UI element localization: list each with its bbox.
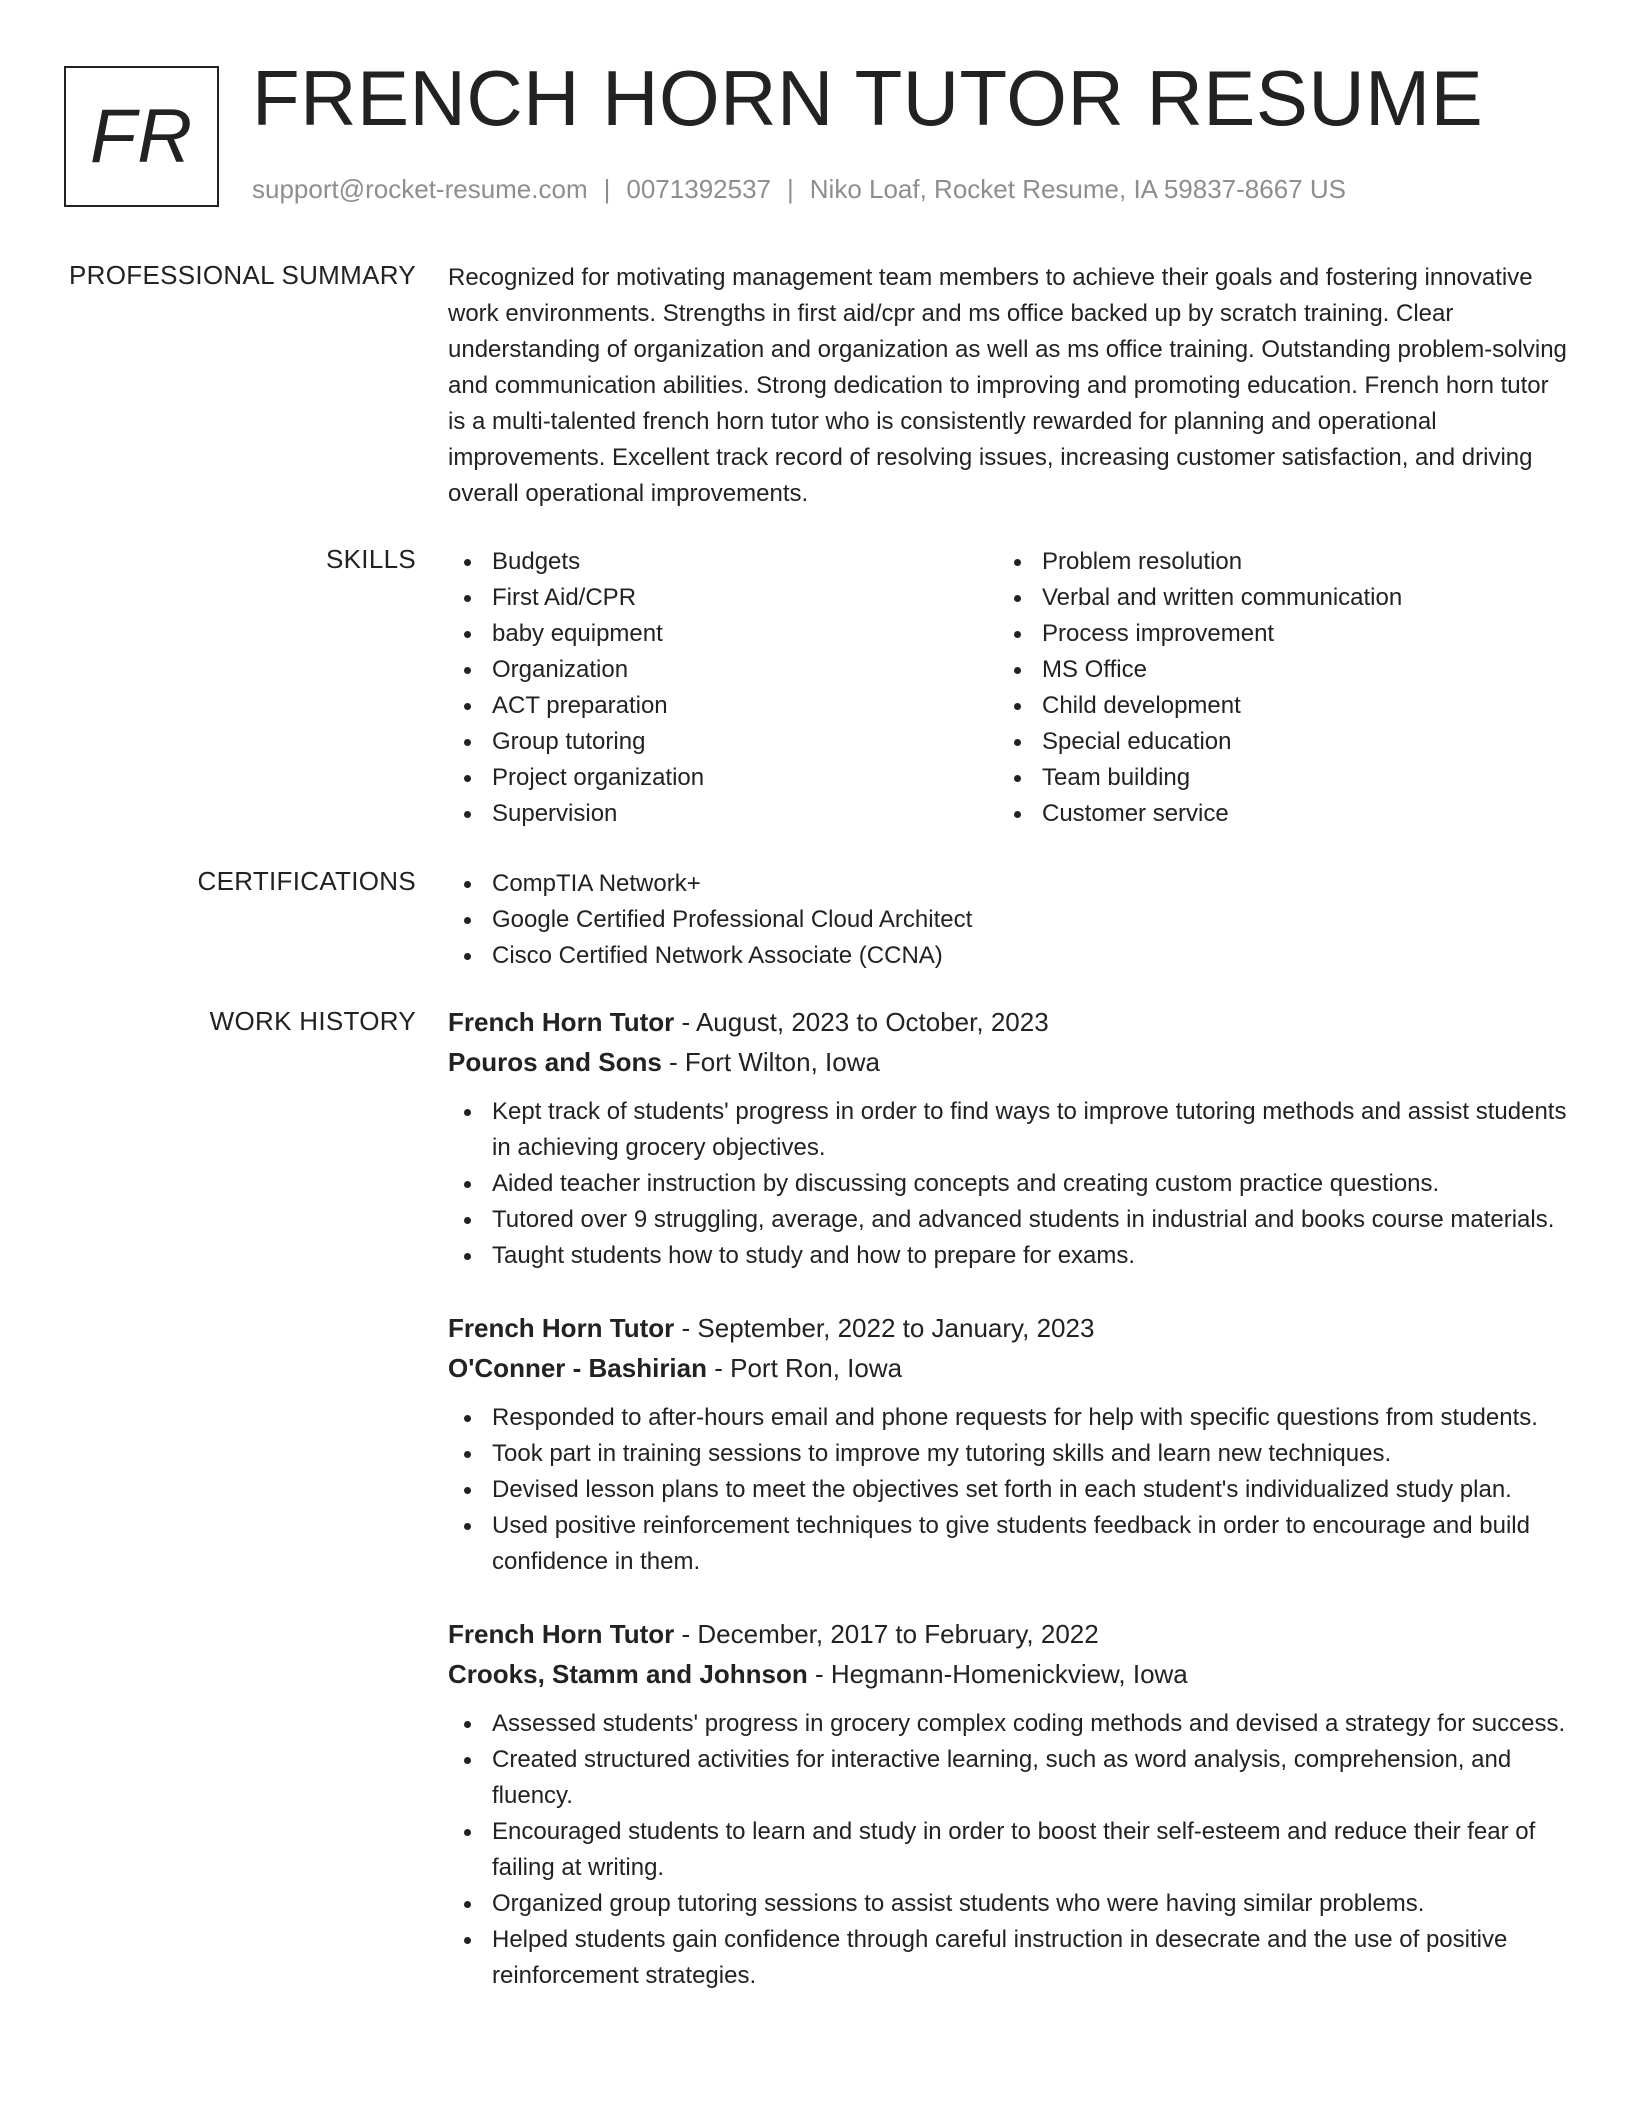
certification-item: Cisco Certified Network Associate (CCNA) (448, 938, 1568, 974)
job-duty: Organized group tutoring sessions to assist students who were having similar problems. (448, 1886, 1568, 1922)
monogram-initials: FR (89, 94, 194, 179)
skill-item: Child development (998, 688, 1548, 724)
skill-item: Group tutoring (448, 724, 998, 760)
skill-item: Verbal and written communication (998, 580, 1548, 616)
job-duty: Tutored over 9 struggling, average, and advanced students in industrial and books course materials. (448, 1202, 1568, 1238)
job-duty: Encouraged students to learn and study in order to boost their self-esteem and reduce their fear of failing at writing. (448, 1814, 1568, 1886)
job-duty: Used positive reinforcement techniques to give students feedback in order to encourage and build confidence in them. (448, 1508, 1568, 1580)
work-history-heading: WORK HISTORY (209, 1006, 416, 1036)
summary-body (448, 260, 1568, 512)
job-title-line (448, 1308, 1568, 1348)
skill-item: Project organization (448, 760, 998, 796)
skill-item: baby equipment (448, 616, 998, 652)
job-title-line (448, 1614, 1568, 1654)
job-dates: - August, 2023 to October, 2023 (674, 1007, 1049, 1037)
job-duty: Taught students how to study and how to prepare for exams. (448, 1238, 1568, 1274)
resume-title: FRENCH HORN TUTOR RESUME (252, 54, 1484, 142)
skill-item: Supervision (448, 796, 998, 832)
work-history-body (448, 1002, 1568, 2028)
job-entry (448, 1614, 1568, 1994)
job-duty: Kept track of students' progress in order to find ways to improve tutoring methods and assist students in achieving grocery objectives. (448, 1094, 1568, 1166)
skill-item: Problem resolution (998, 544, 1548, 580)
certification-item: CompTIA Network+ (448, 866, 1568, 902)
job-company: Crooks, Stamm and Johnson (448, 1659, 808, 1689)
skill-item: Process improvement (998, 616, 1548, 652)
job-company-line (448, 1348, 1568, 1388)
skill-item: Customer service (998, 796, 1548, 832)
job-duty: Responded to after-hours email and phone requests for help with specific questions from students. (448, 1400, 1568, 1436)
skill-item: Special education (998, 724, 1548, 760)
job-title: French Horn Tutor (448, 1007, 675, 1037)
job-duty: Aided teacher instruction by discussing concepts and creating custom practice questions. (448, 1166, 1568, 1202)
job-duty: Created structured activities for interactive learning, such as word analysis, comprehension, and fluency. (448, 1742, 1568, 1814)
job-duties-list (448, 1094, 1568, 1274)
job-duties-list (448, 1706, 1568, 1994)
skills-list-right (998, 544, 1548, 832)
job-title-line (448, 1002, 1568, 1042)
skill-item: Team building (998, 760, 1548, 796)
job-duties-list (448, 1400, 1568, 1580)
job-title: French Horn Tutor (448, 1313, 675, 1343)
job-dates: - September, 2022 to January, 2023 (674, 1313, 1095, 1343)
job-title: French Horn Tutor (448, 1619, 675, 1649)
job-company-line (448, 1654, 1568, 1694)
contact-separator: | (787, 174, 794, 204)
monogram-box (64, 66, 219, 207)
skill-item: First Aid/CPR (448, 580, 998, 616)
skills-list-left (448, 544, 998, 832)
job-company-line (448, 1042, 1568, 1082)
contact-separator: | (603, 174, 611, 204)
job-location: - Fort Wilton, Iowa (661, 1047, 880, 1077)
skill-item: Organization (448, 652, 998, 688)
skills-columns (448, 544, 1568, 832)
job-duty: Took part in training sessions to improve my tutoring skills and learn new techniques. (448, 1436, 1568, 1472)
job-location: - Port Ron, Iowa (707, 1353, 903, 1383)
job-entry (448, 1002, 1568, 1274)
job-duty: Assessed students' progress in grocery complex coding methods and devised a strategy for success. (448, 1706, 1568, 1742)
certifications-body (448, 866, 1568, 974)
contact-address: Niko Loaf, Rocket Resume, IA 59837-8667 US (809, 174, 1346, 204)
certifications-heading: CERTIFICATIONS (197, 866, 416, 896)
contact-email: support@rocket-resume.com (252, 174, 588, 204)
certification-item: Google Certified Professional Cloud Architect (448, 902, 1568, 938)
contact-phone: 0071392537 (626, 174, 771, 204)
certifications-list (448, 866, 1568, 974)
job-location: - Hegmann-Homenickview, Iowa (807, 1659, 1188, 1689)
job-duty: Devised lesson plans to meet the objectives set forth in each student's individualized study plan. (448, 1472, 1568, 1508)
job-dates: - December, 2017 to February, 2022 (674, 1619, 1099, 1649)
job-company: Pouros and Sons (448, 1047, 662, 1077)
job-entry (448, 1308, 1568, 1580)
skill-item: MS Office (998, 652, 1548, 688)
contact-line (252, 174, 1346, 205)
skills-heading: SKILLS (326, 544, 416, 574)
skill-item: Budgets (448, 544, 998, 580)
summary-heading: PROFESSIONAL SUMMARY (69, 260, 416, 290)
skill-item: ACT preparation (448, 688, 998, 724)
summary-text: Recognized for motivating management team members to achieve their goals and fostering innovative work environments. Strengths in first aid/cpr and ms office backed up by scratch training. Clear understanding of organization and organization as well as ms office training. Outstanding problem-solving and communication abilities. Strong dedication to improving and promoting education. French horn tutor is a multi-talented french horn tutor who is consistently rewarded for planning and operational improvements. Excellent track record of resolving issues, increasing customer satisfaction, and driving overall operational improvements. (448, 264, 1567, 507)
job-company: O'Conner - Bashirian (448, 1353, 707, 1383)
job-duty: Helped students gain confidence through careful instruction in desecrate and the use of positive reinforcement strategies. (448, 1922, 1568, 1994)
